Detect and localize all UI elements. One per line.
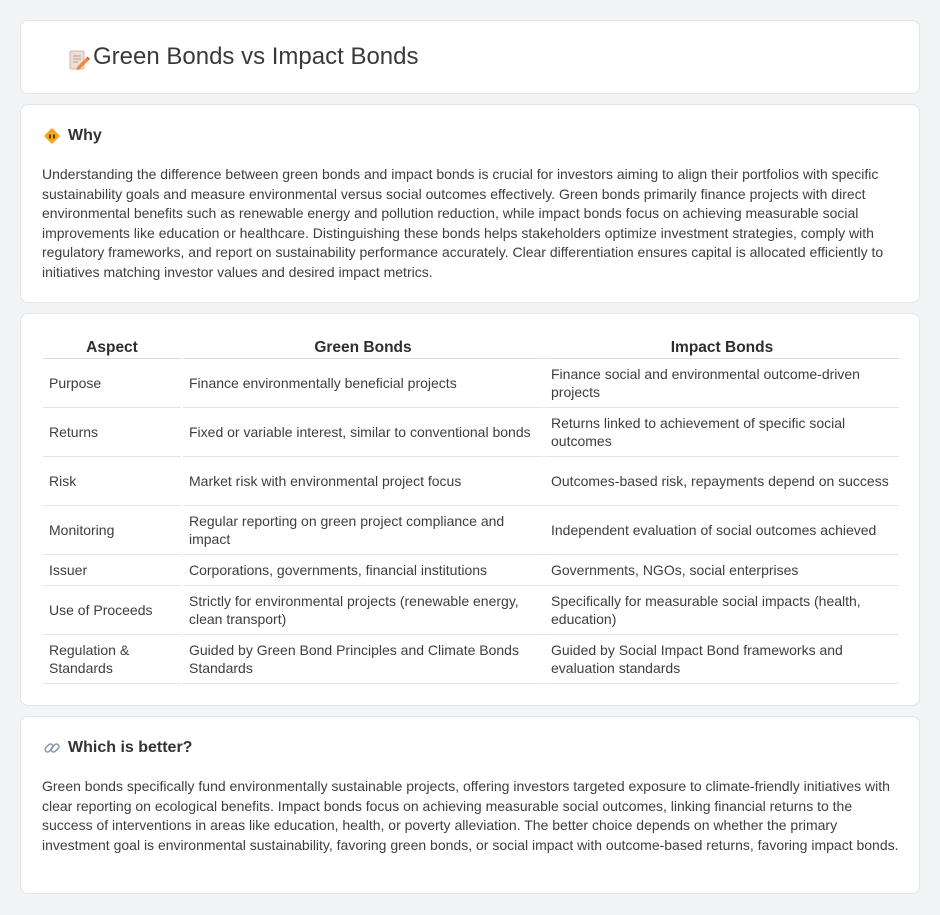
better-title: Which is better? (68, 739, 193, 756)
comparison-table (41, 334, 901, 684)
row-green: Strictly for environmental projects (renewable energy, clean transport) (183, 586, 543, 635)
row-impact: Outcomes-based risk, repayments depend on success (545, 457, 899, 506)
table-row (43, 457, 899, 506)
table-row (43, 555, 899, 586)
row-impact: Returns linked to achievement of specific social outcomes (545, 408, 899, 457)
row-green: Regular reporting on green project compliance and impact (183, 506, 543, 555)
row-green: Finance environmentally beneficial projects (183, 359, 543, 408)
page-title: Green Bonds vs Impact Bonds (93, 43, 419, 70)
why-title: Why (68, 127, 102, 144)
row-impact: Finance social and environmental outcome-driven projects (545, 359, 899, 408)
row-aspect: Use of Proceeds (43, 586, 181, 635)
table-row (43, 359, 899, 408)
row-green: Corporations, governments, financial institutions (183, 555, 543, 586)
header-aspect: Aspect (43, 334, 181, 359)
better-heading (43, 739, 192, 757)
table-header-row (43, 334, 899, 359)
row-impact: Guided by Social Impact Bond frameworks and evaluation standards (545, 635, 899, 684)
row-impact: Specifically for measurable social impacts (health, education) (545, 586, 899, 635)
diamond-sign-icon (43, 127, 61, 145)
which-is-better-section (20, 716, 920, 894)
row-aspect: Regulation & Standards (43, 635, 181, 684)
table-row (43, 586, 899, 635)
row-green: Guided by Green Bond Principles and Climate Bonds Standards (183, 635, 543, 684)
header-card (20, 20, 920, 94)
better-paragraph: Green bonds specifically fund environmentally sustainable projects, offering investors targeted exposure to climate-friendly initiatives with clear reporting on ecological benefits. Impact bonds focus on achieving measurable social outcomes, linking financial returns to the success of interventions in areas like education, health, or poverty alleviation. The better choice depends on whether the primary investment goal is environmental sustainability, favoring green bonds, or social impact with outcome-based returns, favoring impact bonds. (42, 778, 899, 853)
row-aspect: Risk (43, 457, 181, 506)
comparison-card (20, 313, 920, 706)
row-aspect: Monitoring (43, 506, 181, 555)
row-green: Market risk with environmental project focus (183, 457, 543, 506)
row-impact: Governments, NGOs, social enterprises (545, 555, 899, 586)
row-green: Fixed or variable interest, similar to conventional bonds (183, 408, 543, 457)
link-icon (43, 739, 61, 757)
why-heading (43, 127, 102, 145)
header-green-bonds: Green Bonds (183, 334, 543, 359)
why-section (20, 104, 920, 303)
row-aspect: Issuer (43, 555, 181, 586)
row-aspect: Returns (43, 408, 181, 457)
document-pencil-icon (67, 48, 91, 72)
why-paragraph: Understanding the difference between green bonds and impact bonds is crucial for investors aiming to align their portfolios with specific sustainability goals and measure environmental versus social outcomes effectively. Green bonds primarily finance projects with direct environmental benefits such as renewable energy and pollution reduction, while impact bonds focus on achieving measurable social improvements like education or healthcare. Distinguishing these bonds helps stakeholders optimize investment strategies, comply with regulatory frameworks, and report on sustainability performance accurately. Clear differentiation ensures capital is allocated efficiently to initiatives matching investor values and desired impact metrics. (42, 166, 884, 280)
row-impact: Independent evaluation of social outcomes achieved (545, 506, 899, 555)
table-row (43, 408, 899, 457)
table-row (43, 506, 899, 555)
table-row (43, 635, 899, 684)
row-aspect: Purpose (43, 359, 181, 408)
header-impact-bonds: Impact Bonds (545, 334, 899, 359)
